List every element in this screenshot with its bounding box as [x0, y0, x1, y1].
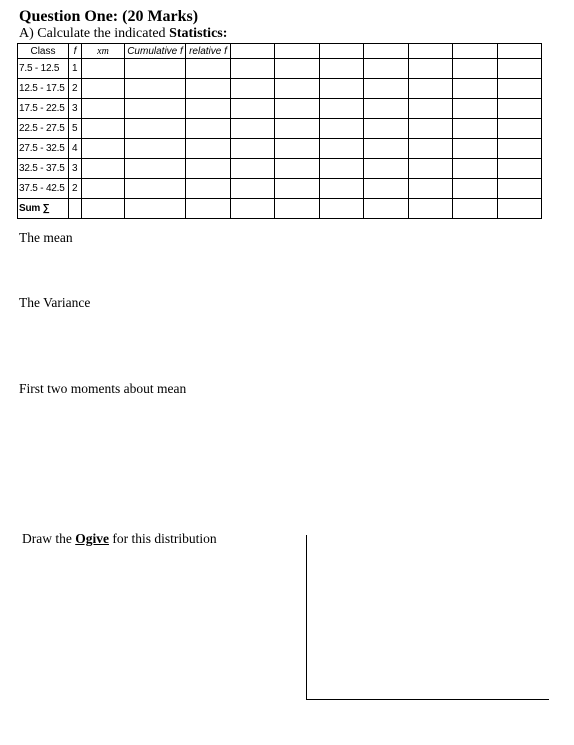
sum-row [18, 199, 542, 219]
empty-cell [364, 139, 409, 159]
table-row [18, 179, 542, 199]
ogive-y-axis [306, 535, 307, 700]
empty-cell [498, 199, 542, 219]
statistics-table [17, 43, 542, 219]
ogive-suffix: for this distribution [108, 531, 217, 546]
header-blank [498, 44, 542, 59]
ogive-word: Ogive [75, 531, 109, 546]
subheading-prefix: A) Calculate the indicated [19, 26, 170, 41]
empty-cell [82, 199, 125, 219]
frequency-cell: 1 [69, 59, 82, 79]
empty-cell [498, 119, 542, 139]
empty-cell [231, 119, 275, 139]
empty-cell [364, 59, 409, 79]
class-cell: 37.5 - 42.5 [18, 179, 69, 199]
empty-cell [125, 179, 186, 199]
empty-cell [364, 179, 409, 199]
empty-cell [409, 159, 453, 179]
header-frequency: f [69, 44, 82, 59]
header-midpoint: xm [82, 44, 125, 59]
question-heading: Question One: (20 Marks) [19, 8, 199, 25]
empty-cell [453, 199, 498, 219]
class-cell: 7.5 - 12.5 [18, 59, 69, 79]
empty-cell [453, 59, 498, 79]
empty-cell [186, 179, 231, 199]
empty-cell [453, 139, 498, 159]
empty-cell [231, 79, 275, 99]
empty-cell [125, 159, 186, 179]
empty-cell [275, 79, 320, 99]
empty-cell [498, 159, 542, 179]
header-blank [364, 44, 409, 59]
empty-cell [125, 99, 186, 119]
table-row [18, 139, 542, 159]
table-header-row [18, 44, 542, 59]
empty-cell [186, 119, 231, 139]
empty-cell [320, 119, 364, 139]
empty-cell [453, 159, 498, 179]
frequency-cell: 5 [69, 119, 82, 139]
empty-cell [453, 79, 498, 99]
empty-cell [498, 139, 542, 159]
empty-cell [409, 79, 453, 99]
prompt-ogive [22, 531, 217, 547]
frequency-cell: 2 [69, 79, 82, 99]
sum-label: Sum ∑ [18, 199, 69, 219]
class-cell: 27.5 - 32.5 [18, 139, 69, 159]
empty-cell [409, 179, 453, 199]
empty-cell [275, 199, 320, 219]
empty-cell [364, 79, 409, 99]
empty-cell [498, 179, 542, 199]
frequency-cell: 3 [69, 99, 82, 119]
empty-cell [231, 159, 275, 179]
frequency-cell: 3 [69, 159, 82, 179]
class-cell: 22.5 - 27.5 [18, 119, 69, 139]
empty-cell [186, 159, 231, 179]
table-row [18, 119, 542, 139]
header-blank [409, 44, 453, 59]
empty-cell [275, 179, 320, 199]
empty-cell [125, 79, 186, 99]
header-cumulative-f: Cumulative f [125, 44, 186, 59]
empty-cell [231, 99, 275, 119]
empty-cell [275, 159, 320, 179]
empty-cell [275, 119, 320, 139]
empty-cell [364, 199, 409, 219]
empty-cell [498, 99, 542, 119]
empty-cell [364, 119, 409, 139]
empty-cell [320, 179, 364, 199]
ogive-prefix: Draw the [22, 531, 76, 546]
empty-cell [231, 179, 275, 199]
empty-cell [498, 79, 542, 99]
empty-cell [231, 199, 275, 219]
empty-cell [186, 79, 231, 99]
empty-cell [125, 119, 186, 139]
empty-cell [275, 139, 320, 159]
table-row [18, 59, 542, 79]
empty-cell [453, 119, 498, 139]
empty-cell [186, 139, 231, 159]
empty-cell [186, 99, 231, 119]
empty-cell [498, 59, 542, 79]
empty-cell [82, 179, 125, 199]
header-blank [320, 44, 364, 59]
header-blank [453, 44, 498, 59]
frequency-cell: 2 [69, 179, 82, 199]
empty-cell [82, 119, 125, 139]
class-cell: 12.5 - 17.5 [18, 79, 69, 99]
empty-cell [82, 79, 125, 99]
table-row [18, 99, 542, 119]
empty-cell [82, 159, 125, 179]
ogive-x-axis [306, 699, 549, 700]
empty-cell [275, 59, 320, 79]
empty-cell [231, 59, 275, 79]
empty-cell [69, 199, 82, 219]
empty-cell [364, 159, 409, 179]
header-class: Class [18, 44, 69, 59]
empty-cell [125, 199, 186, 219]
frequency-cell: 4 [69, 139, 82, 159]
empty-cell [320, 199, 364, 219]
header-blank [231, 44, 275, 59]
empty-cell [320, 99, 364, 119]
class-cell: 17.5 - 22.5 [18, 99, 69, 119]
empty-cell [125, 59, 186, 79]
empty-cell [82, 99, 125, 119]
empty-cell [320, 159, 364, 179]
empty-cell [320, 59, 364, 79]
prompt-mean: The mean [19, 230, 73, 245]
header-relative-f: relative f [186, 44, 231, 59]
empty-cell [186, 199, 231, 219]
table-body [18, 59, 542, 219]
empty-cell [453, 99, 498, 119]
empty-cell [186, 59, 231, 79]
empty-cell [453, 179, 498, 199]
prompt-moments: First two moments about mean [19, 381, 187, 396]
class-cell: 32.5 - 37.5 [18, 159, 69, 179]
empty-cell [320, 139, 364, 159]
empty-cell [364, 99, 409, 119]
empty-cell [275, 99, 320, 119]
empty-cell [320, 79, 364, 99]
empty-cell [409, 199, 453, 219]
empty-cell [409, 119, 453, 139]
subheading-bold: Statistics: [169, 26, 228, 41]
table-row [18, 159, 542, 179]
empty-cell [409, 139, 453, 159]
empty-cell [409, 59, 453, 79]
empty-cell [231, 139, 275, 159]
empty-cell [82, 59, 125, 79]
empty-cell [125, 139, 186, 159]
empty-cell [409, 99, 453, 119]
header-blank [275, 44, 320, 59]
empty-cell [82, 139, 125, 159]
prompt-variance: The Variance [19, 295, 91, 310]
table-row [18, 79, 542, 99]
question-subheading [19, 26, 227, 42]
